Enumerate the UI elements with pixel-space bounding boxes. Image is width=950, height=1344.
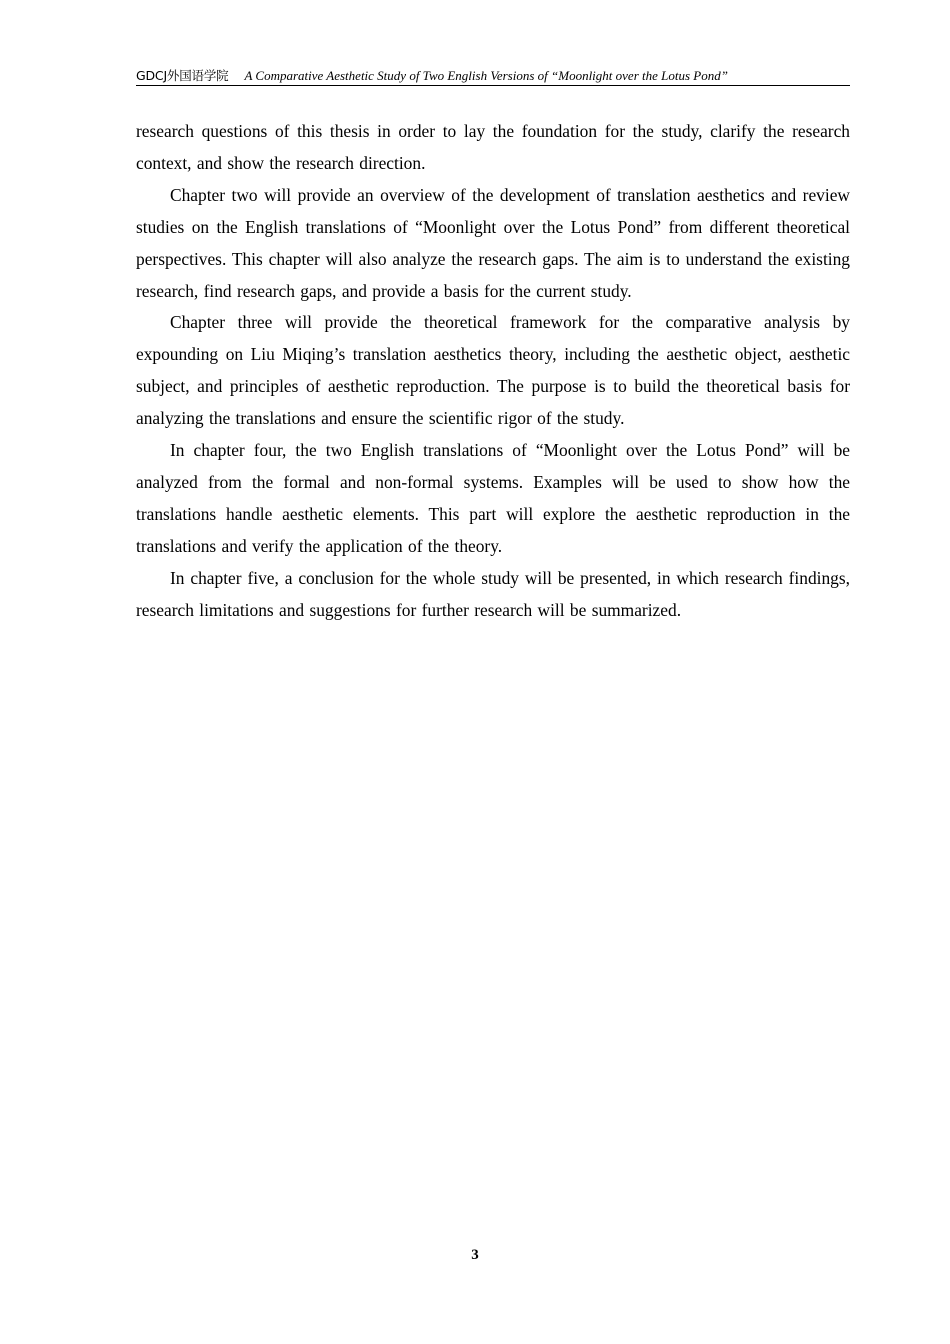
paragraph-chapter-three: Chapter three will provide the theoretical framework for the comparative analysis by expounding on Liu Miqing’s translation aesthetics theory, including the aesthetic object, aesthetic subject, and principles of aesthetic reproduction. The purpose is to build the theoretical basis for analyzing the translations and ensure the scientific rigor of the study. <box>136 312 850 429</box>
header-thesis-title: A Comparative Aesthetic Study of Two English Versions of “Moonlight over the Lotus Pond” <box>244 68 728 83</box>
paragraph-chapter-two: Chapter two will provide an overview of the development of translation aesthetics and review studies on the English translations of “Moonlight over the Lotus Pond” from different theoretical perspectives. This chapter will also analyze the research gaps. The aim is to understand the existing research, find research gaps, and provide a basis for the current study. <box>136 184 850 301</box>
page-number: 3 <box>471 1247 479 1263</box>
paragraph-chapter-four: In chapter four, the two English translations of “Moonlight over the Lotus Pond” will be analyzed from the formal and non-formal systems. Examples will be used to show how the translations handle aesthetic elements. This part will explore the aesthetic reproduction in the translations and verify the application of the theory. <box>136 440 850 556</box>
paragraph-continuation: research questions of this thesis in order to lay the foundation for the study, clarify the research context, and show the research direction. <box>136 121 850 173</box>
body-text <box>136 116 850 627</box>
paragraph-chapter-five: In chapter five, a conclusion for the whole study will be presented, in which research findings, research limitations and suggestions for further research will be summarized. <box>136 567 850 620</box>
running-header <box>136 66 850 86</box>
header-school-name: GDCJ外国语学院 <box>136 68 229 83</box>
